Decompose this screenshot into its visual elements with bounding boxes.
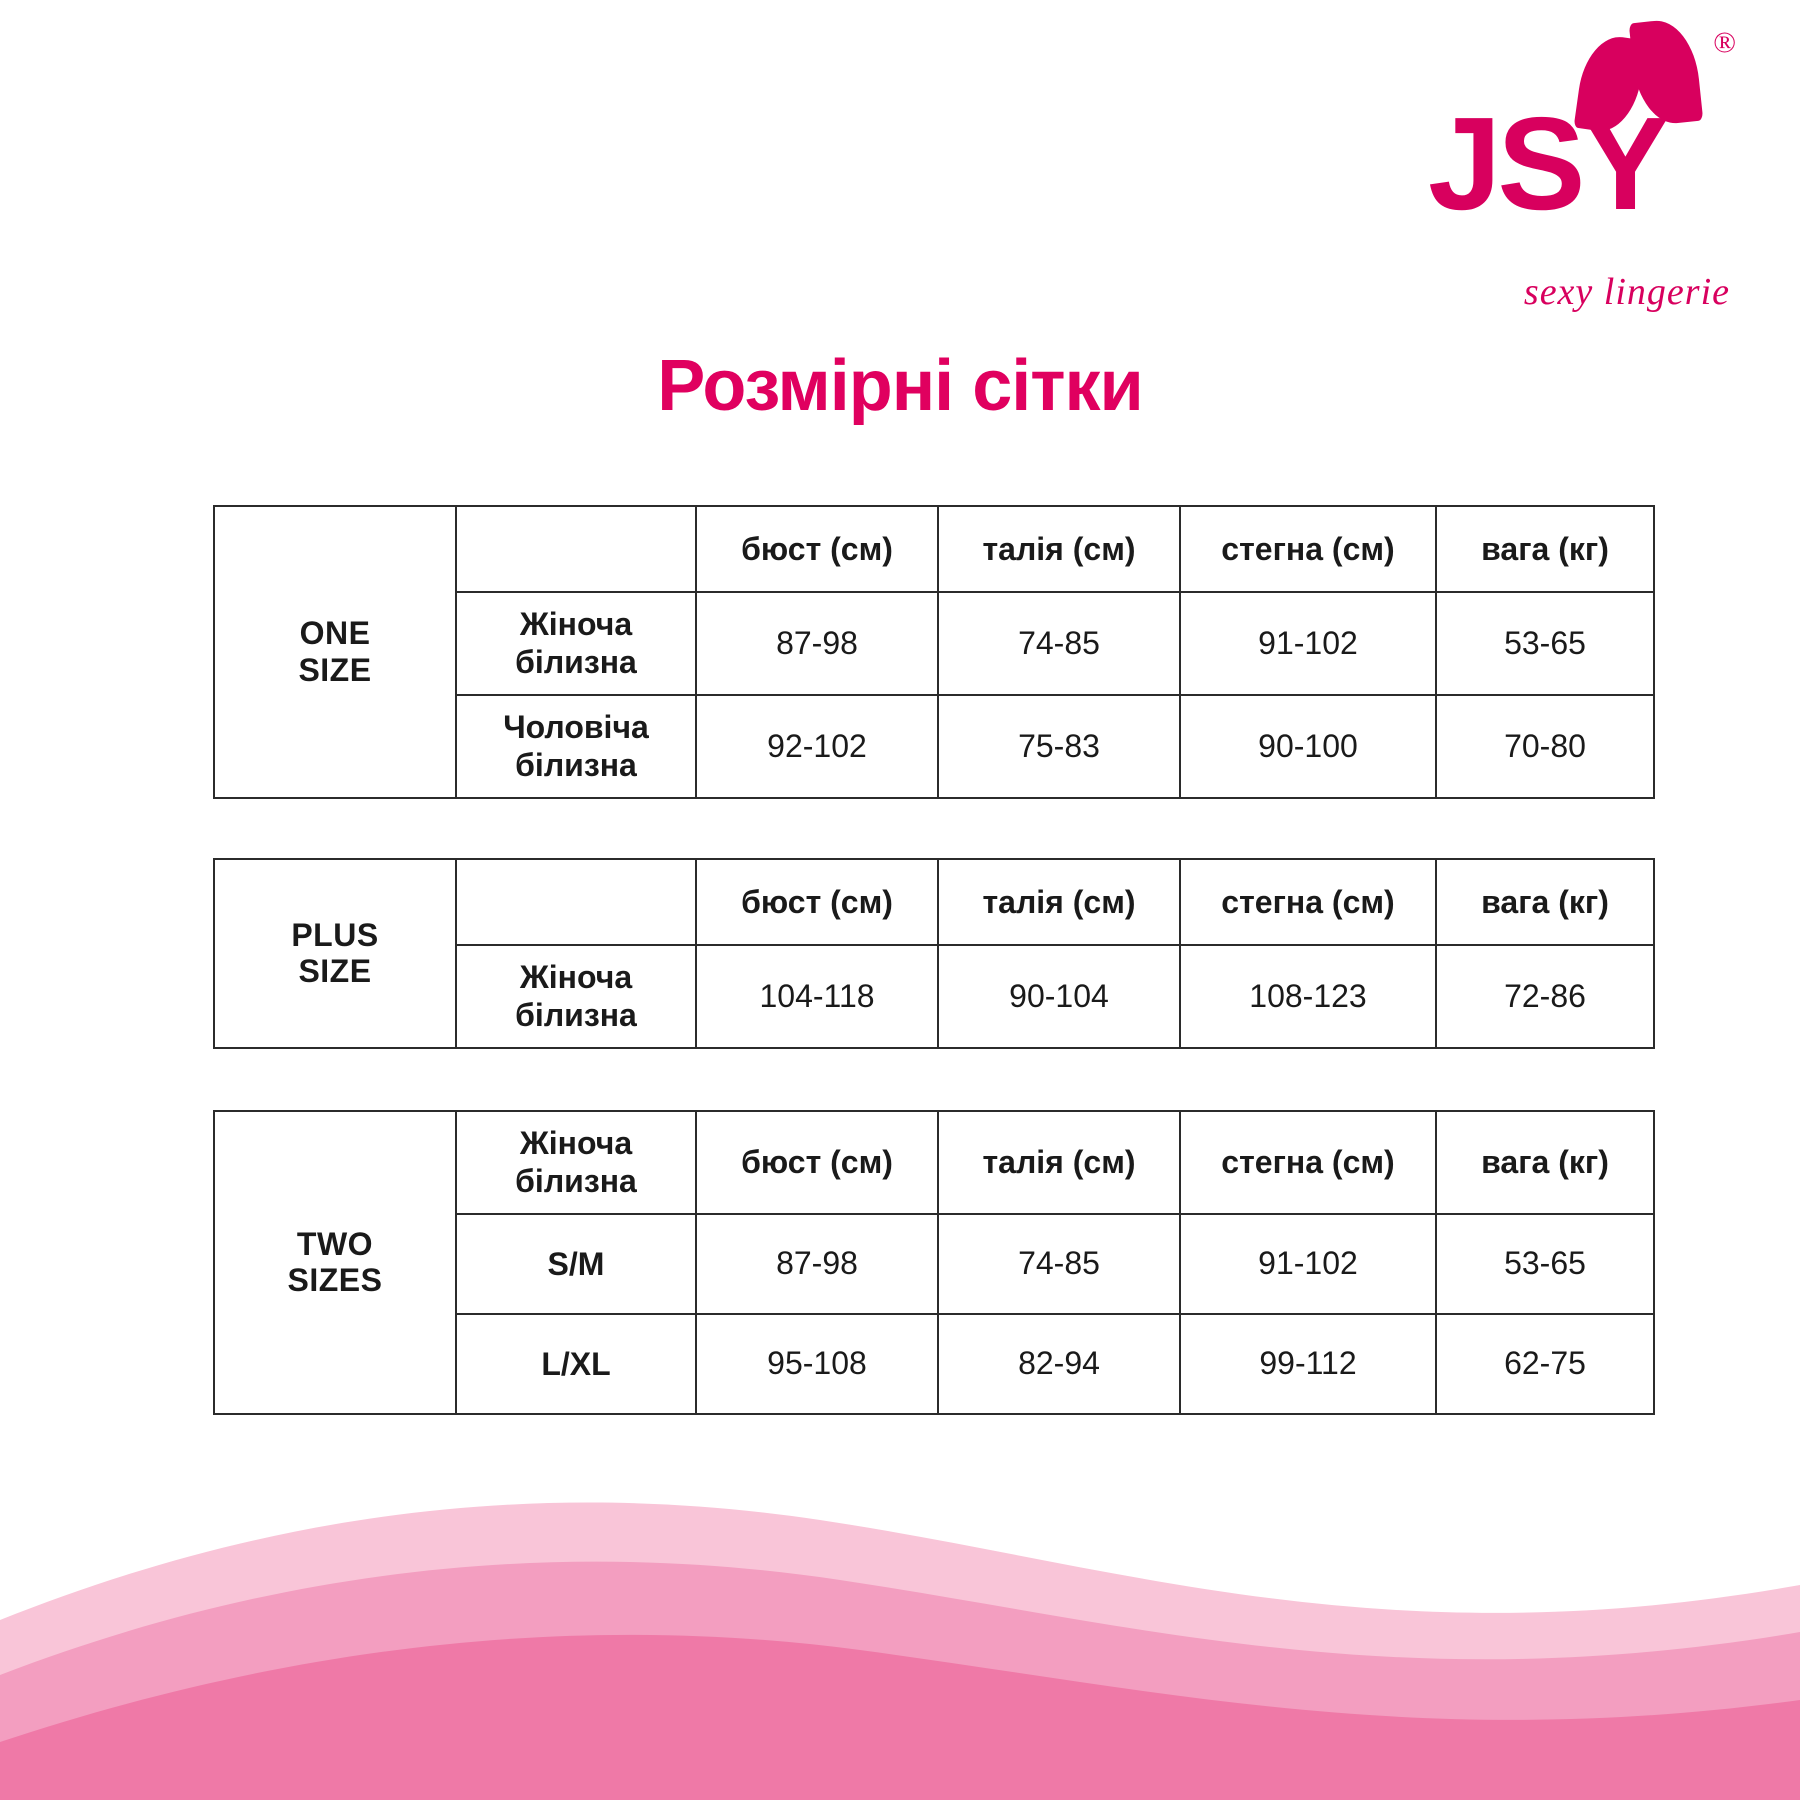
header-waist: талія (см) bbox=[938, 1111, 1180, 1214]
cell-hips: 90-100 bbox=[1180, 695, 1436, 798]
category-line-2: SIZES bbox=[287, 1262, 383, 1299]
header-line-1: Жіноча bbox=[519, 1125, 633, 1161]
page-title: Розмірні сітки bbox=[657, 346, 1143, 426]
size-table-plus-size bbox=[213, 858, 1609, 1049]
cell-waist: 90-104 bbox=[938, 945, 1180, 1048]
row-label-line-2: білизна bbox=[515, 997, 637, 1034]
header-bust: бюст (см) bbox=[696, 506, 938, 592]
row-label-line-2: білизна bbox=[515, 747, 637, 784]
header-bust: бюст (см) bbox=[696, 859, 938, 945]
category-line-1: TWO bbox=[296, 1225, 374, 1262]
logo-wordmark: JSY bbox=[1428, 90, 1666, 237]
category-label-one-size bbox=[214, 506, 456, 798]
header-hips: стегна (см) bbox=[1180, 1111, 1436, 1214]
category-label-plus-size bbox=[214, 859, 456, 1048]
row-label-sm: S/M bbox=[456, 1214, 696, 1314]
cell-waist: 74-85 bbox=[938, 1214, 1180, 1314]
cell-hips: 91-102 bbox=[1180, 1214, 1436, 1314]
row-label-women bbox=[456, 945, 696, 1048]
cell-weight: 62-75 bbox=[1436, 1314, 1654, 1414]
brand-logo bbox=[1398, 18, 1738, 313]
cell-bust: 104-118 bbox=[696, 945, 938, 1048]
cell-hips: 108-123 bbox=[1180, 945, 1436, 1048]
row-label-women bbox=[456, 592, 696, 695]
header-hips: стегна (см) bbox=[1180, 506, 1436, 592]
cell-weight: 70-80 bbox=[1436, 695, 1654, 798]
cell-bust: 87-98 bbox=[696, 592, 938, 695]
cell-weight: 72-86 bbox=[1436, 945, 1654, 1048]
cell-bust: 87-98 bbox=[696, 1214, 938, 1314]
table-row bbox=[214, 506, 1654, 592]
row-label-line-1: Чоловіча bbox=[503, 708, 649, 745]
row-label-lxl: L/XL bbox=[456, 1314, 696, 1414]
table-row bbox=[214, 859, 1654, 945]
cell-hips: 99-112 bbox=[1180, 1314, 1436, 1414]
header-waist: талія (см) bbox=[938, 506, 1180, 592]
size-table-one-size bbox=[213, 505, 1609, 799]
header-blank bbox=[456, 859, 696, 945]
logo-mark bbox=[1428, 18, 1728, 238]
category-line-2: SIZE bbox=[298, 953, 372, 990]
header-waist: талія (см) bbox=[938, 859, 1180, 945]
cell-hips: 91-102 bbox=[1180, 592, 1436, 695]
header-weight: вага (кг) bbox=[1436, 506, 1654, 592]
category-label-two-sizes bbox=[214, 1111, 456, 1414]
wave-svg bbox=[0, 1370, 1800, 1800]
row-label-line-2: білизна bbox=[515, 644, 637, 681]
registered-mark-icon: ® bbox=[1713, 26, 1736, 59]
header-women-underwear bbox=[456, 1111, 696, 1214]
header-blank bbox=[456, 506, 696, 592]
row-label-line-1: Жіноча bbox=[519, 606, 633, 642]
category-line-1: ONE bbox=[299, 614, 371, 651]
header-bust: бюст (см) bbox=[696, 1111, 938, 1214]
cell-weight: 53-65 bbox=[1436, 592, 1654, 695]
header-hips: стегна (см) bbox=[1180, 859, 1436, 945]
cell-weight: 53-65 bbox=[1436, 1214, 1654, 1314]
decorative-waves bbox=[0, 1370, 1800, 1800]
header-line-2: білизна bbox=[515, 1163, 637, 1200]
cell-bust: 92-102 bbox=[696, 695, 938, 798]
header-weight: вага (кг) bbox=[1436, 859, 1654, 945]
category-line-1: PLUS bbox=[291, 916, 379, 953]
row-label-line-1: Жіноча bbox=[519, 959, 633, 995]
logo-tagline: sexy lingerie bbox=[1523, 271, 1730, 313]
table-row bbox=[214, 1111, 1654, 1214]
category-line-2: SIZE bbox=[298, 651, 372, 688]
cell-waist: 74-85 bbox=[938, 592, 1180, 695]
cell-waist: 75-83 bbox=[938, 695, 1180, 798]
cell-waist: 82-94 bbox=[938, 1314, 1180, 1414]
cell-bust: 95-108 bbox=[696, 1314, 938, 1414]
row-label-men bbox=[456, 695, 696, 798]
header-weight: вага (кг) bbox=[1436, 1111, 1654, 1214]
